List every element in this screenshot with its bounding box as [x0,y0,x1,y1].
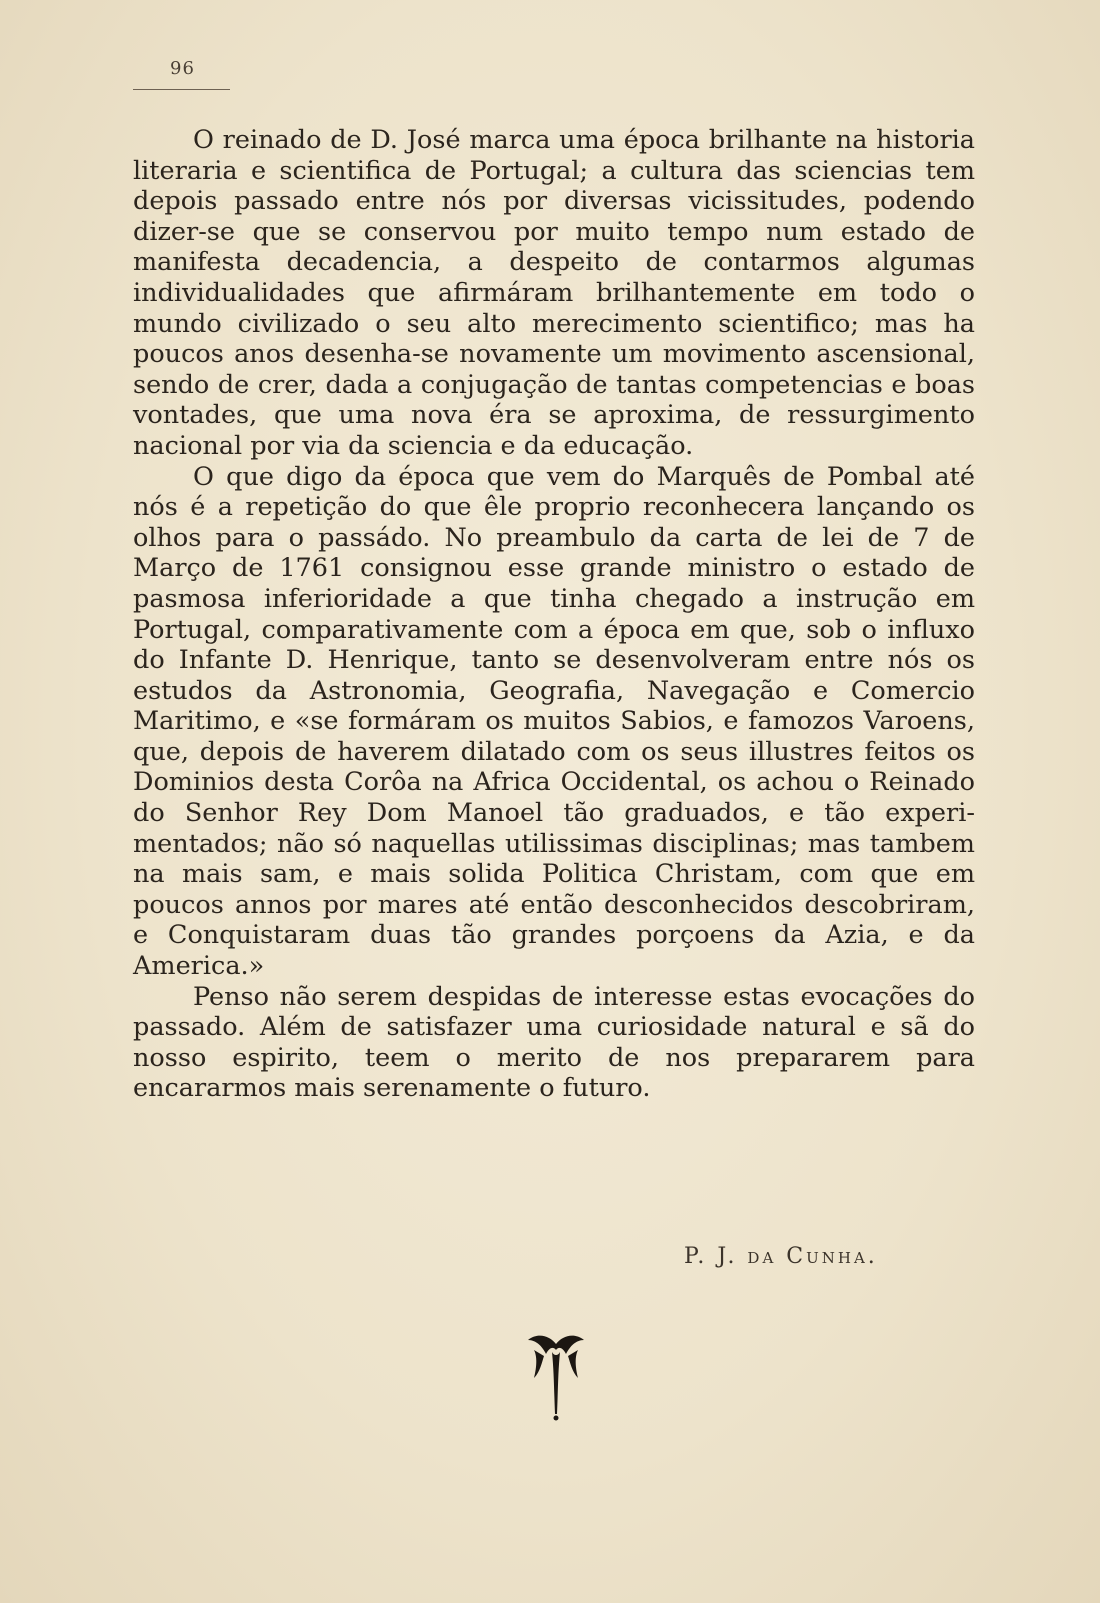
author-signature: P. J. da Cunha. [684,1244,878,1269]
paragraph-3: Penso não serem despidas de interesse estas evocações do passado. Além de satisfazer uma curiosidade natural e sã do nosso espirito, teem o merito de nos prepararem para encararmos mais serenamente o futuro. [133,981,975,1104]
header-rule [133,89,230,90]
body-text [133,125,975,1104]
paragraph-2: O que digo da época que vem do Marquês de Pombal até nós é a repetição do que êle proprio reconhecera lançando os olhos para o passádo. No preambulo da carta de lei de 7 de Março de 1761 consignou esse grande ministro o estado de pasmosa inferioridade a que tinha chegado a instrução em Portugal, comparativamente com a época em que, sob o influxo do Infante D. Henrique, tanto se desenvolveram entre nós os estudos da Astronomia, Geografia, Navegação e Comercio Maritimo, e «se formáram os muitos Sabios, e famozos Varoens, que, depois de haverem dilatado com os seus illustres feitos os Dominios desta Corôa na Africa Occidental, os achou o Reinado do Senhor Rey Dom Manoel tão graduados, e tão experimentados; não só naquellas utilissimas disciplinas; mas tambem na mais sam, e mais solida Politica Christam, com que em poucos annos por mares até então desconhecidos descobriram, e Conquistaram duas tão grandes porçoens da Azia, e da America.» [133,461,975,982]
fleuron-ornament-icon [520,1328,592,1424]
page-number: 96 [170,58,195,79]
paragraph-1: O reinado de D. José marca uma época brilhante na historia literaria e scientifica de Portugal; a cultura das sciencias tem depois passado entre nós por diversas vicissitudes, podendo dizer-se que se conservou por muito tempo num estado de manifesta decadencia, a despeito de contarmos algumas individualidades que afirmáram brilhantemente em todo o mundo civilizado o seu alto merecimento scientifico; mas ha poucos anos desenha-se novamente um movimento ascensional, sendo de crer, dada a conjugação de tantas competencias e boas vontades, que uma nova éra se aproxima, de ressurgimento nacional por via da sciencia e da educação. [133,125,975,461]
